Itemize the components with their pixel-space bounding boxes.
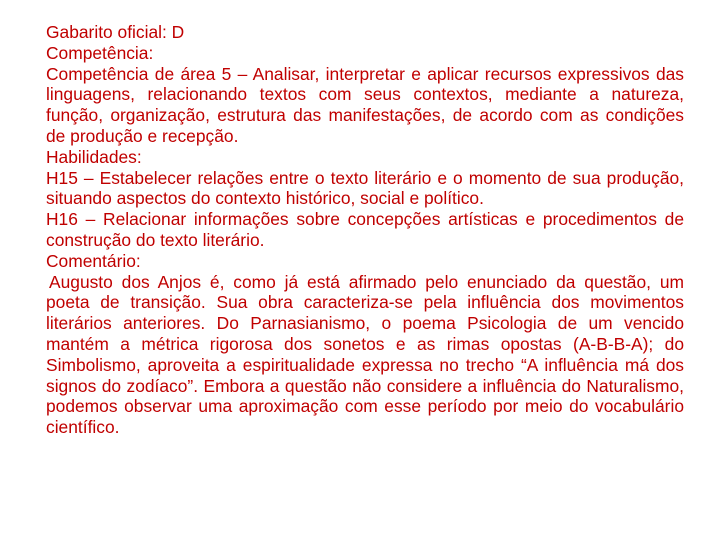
slide-body	[46, 22, 684, 438]
habilidades-heading: Habilidades:	[46, 146, 142, 167]
answer-key-line: Gabarito oficial: D	[46, 22, 185, 42]
comentario-heading: Comentário:	[46, 250, 141, 271]
competencia-paragraph: Competência de área 5 – Analisar, interpretar e aplicar recursos expressivos das linguagens, relacionando textos com seus contextos, mediante a natureza, função, organização, estrutura das manifestações, de acordo com as condições de produção e recepção.	[46, 63, 684, 146]
comentario-paragraph: Augusto dos Anjos é, como já está afirmado pelo enunciado da questão, um poeta de transição. Sua obra caracteriza-se pela influência dos movimentos literários anteriores. Do Parnasianismo, o poema Psicologia de um vencido mantém a métrica rigorosa dos sonetos e as rimas opostas (A-B-B-A); do Simbolismo, aproveita a espiritualidade expressa no trecho “A influência má dos signos do zodíaco”. Embora a questão não considere a influência do Naturalismo, podemos observar uma aproximação com esse período por meio do vocabulário científico.	[46, 271, 684, 438]
skill-h15-paragraph: H15 – Estabelecer relações entre o texto literário e o momento de sua produção, situando aspectos do contexto histórico, social e político.	[46, 167, 684, 209]
skill-h16-paragraph: H16 – Relacionar informações sobre concepções artísticas e procedimentos de construção do texto literário.	[46, 209, 684, 250]
competencia-heading: Competência:	[46, 42, 154, 63]
